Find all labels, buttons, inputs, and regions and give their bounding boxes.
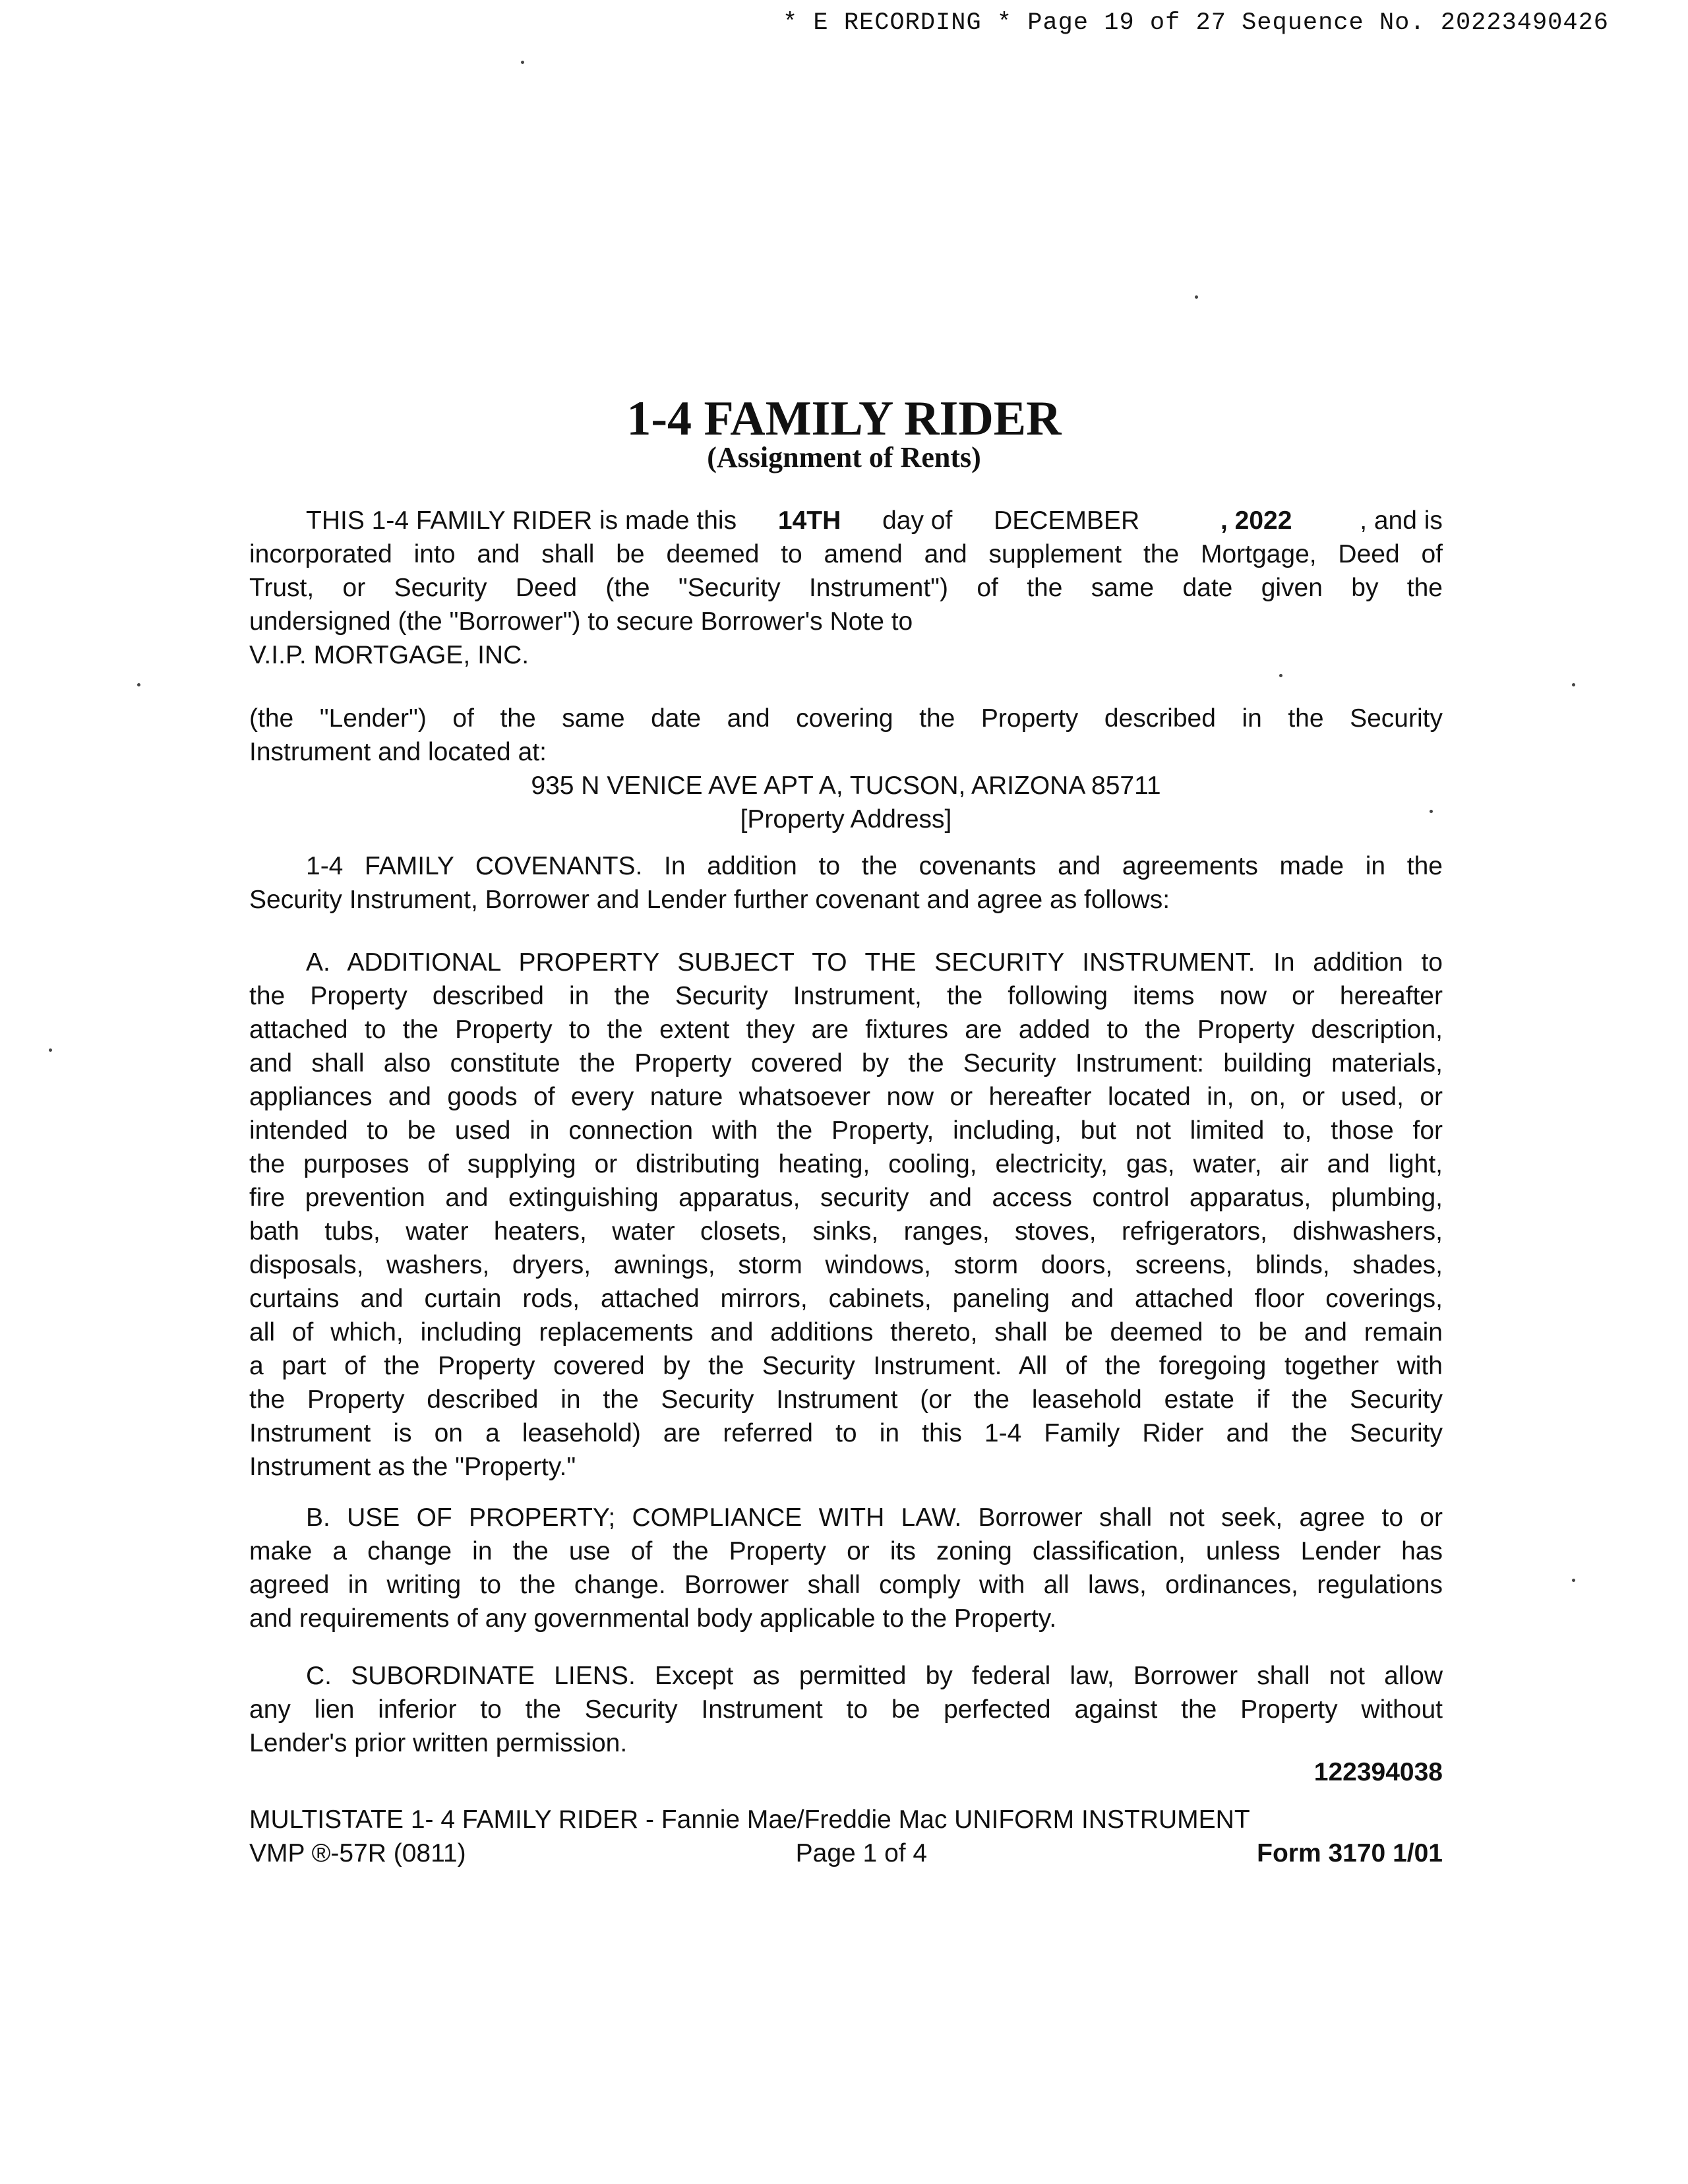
intro-line-1: [249, 504, 1443, 537]
intro-year: , 2022: [1220, 506, 1292, 535]
lender-line-1: (the "Lender") of the same date and covering the Property described in the Security: [249, 704, 1443, 733]
intro-day-of: day of: [882, 506, 953, 535]
section-a-line: the purposes of supplying or distributing heating, cooling, electricity, gas, water, air and light,: [249, 1150, 1443, 1178]
covenants-line-1: 1-4 FAMILY COVENANTS. In addition to the covenants and agreements made in the: [306, 852, 1443, 880]
scan-speck: [49, 1048, 52, 1052]
section-a-line: Instrument as the "Property.": [249, 1453, 576, 1481]
property-address-label: [Property Address]: [740, 805, 952, 834]
section-a-line: disposals, washers, dryers, awnings, storm windows, storm doors, screens, blinds, shades,: [249, 1251, 1443, 1279]
section-a-line: a part of the Property covered by the Security Instrument. All of the foregoing together with: [249, 1352, 1443, 1380]
section-a-line: bath tubs, water heaters, water closets, sinks, ranges, stoves, refrigerators, dishwashers,: [249, 1217, 1443, 1246]
covenants-line-2: Security Instrument, Borrower and Lender further covenant and agree as follows:: [249, 886, 1170, 914]
document-subtitle: (Assignment of Rents): [707, 441, 981, 473]
form-footer: [249, 1803, 1443, 1870]
section-a-line: all of which, including replacements and additions thereto, shall be deemed to be and remain: [249, 1318, 1443, 1347]
section-a: [249, 946, 1443, 1484]
section-a-line: intended to be used in connection with the Property, including, but not limited to, those for: [249, 1116, 1443, 1145]
section-b-line: agreed in writing to the change. Borrower shall comply with all laws, ordinances, regulations: [249, 1571, 1443, 1599]
loan-number: 122394038: [1313, 1758, 1443, 1786]
intro-and-is: , and is: [1360, 506, 1443, 535]
lender-name: V.I.P. MORTGAGE, INC.: [249, 641, 529, 669]
intro-line-3: Trust, or Security Deed (the "Security Instrument") of the same date given by the: [249, 574, 1443, 602]
recording-stamp: * E RECORDING * Page 19 of 27 Sequence No. 20223490426: [783, 9, 1609, 37]
property-address-block: [249, 769, 1443, 836]
section-c-line: Lender's prior written permission.: [249, 1729, 628, 1757]
footer-form: Form 3170 1/01: [1257, 1839, 1443, 1867]
section-b: [249, 1501, 1443, 1635]
intro-line-4: undersigned (the "Borrower") to secure Borrower's Note to: [249, 607, 913, 636]
scan-speck: [1572, 1579, 1575, 1582]
document-title: 1-4 FAMILY RIDER: [626, 392, 1062, 446]
section-b-line: B. USE OF PROPERTY; COMPLIANCE WITH LAW. Borrower shall not seek, agree to or: [306, 1503, 1443, 1532]
section-a-line: curtains and curtain rods, attached mirrors, cabinets, paneling and attached floor coverings,: [249, 1285, 1443, 1313]
footer-line-1: MULTISTATE 1- 4 FAMILY RIDER - Fannie Mae/Freddie Mac UNIFORM INSTRUMENT: [249, 1805, 1250, 1834]
scan-speck: [1195, 295, 1198, 299]
intro-month: DECEMBER: [994, 506, 1140, 535]
intro-lead: THIS 1-4 FAMILY RIDER is made this: [306, 506, 737, 535]
section-b-line: and requirements of any governmental body applicable to the Property.: [249, 1604, 1057, 1633]
section-a-line: attached to the Property to the extent they are fixtures are added to the Property description,: [249, 1016, 1443, 1044]
scan-speck: [1572, 683, 1575, 686]
section-c: [249, 1659, 1443, 1760]
section-a-line: and shall also constitute the Property covered by the Security Instrument: building materials,: [249, 1049, 1443, 1077]
section-a-line: fire prevention and extinguishing apparatus, security and access control apparatus, plumbing,: [249, 1184, 1443, 1212]
section-c-line: any lien inferior to the Security Instrument to be perfected against the Property without: [249, 1695, 1443, 1724]
section-a-line: the Property described in the Security Instrument, the following items now or hereafter: [249, 982, 1443, 1010]
section-a-line: A. ADDITIONAL PROPERTY SUBJECT TO THE SECURITY INSTRUMENT. In addition to: [306, 948, 1443, 977]
section-a-line: the Property described in the Security Instrument (or the leasehold estate if the Security: [249, 1385, 1443, 1414]
lender-paragraph: [249, 702, 1443, 769]
scan-speck: [521, 61, 524, 64]
section-a-line: appliances and goods of every nature whatsoever now or hereafter located in, on, or used, or: [249, 1083, 1443, 1111]
intro-paragraph: [249, 504, 1443, 672]
intro-line-2: incorporated into and shall be deemed to amend and supplement the Mortgage, Deed of: [249, 540, 1443, 568]
section-c-line: C. SUBORDINATE LIENS. Except as permitted by federal law, Borrower shall not allow: [306, 1662, 1443, 1690]
footer-page: Page 1 of 4: [795, 1839, 928, 1867]
section-a-line: Instrument is on a leasehold) are referred to in this 1-4 Family Rider and the Security: [249, 1419, 1443, 1447]
property-address: 935 N VENICE AVE APT A, TUCSON, ARIZONA 85711: [531, 772, 1161, 800]
covenants-intro: [249, 849, 1443, 917]
scan-speck: [1430, 810, 1433, 813]
footer-vmp: VMP ®-57R (0811): [249, 1839, 466, 1867]
scan-speck: [137, 683, 140, 686]
section-b-line: make a change in the use of the Property or its zoning classification, unless Lender has: [249, 1537, 1443, 1565]
footer-line-2: [249, 1836, 1443, 1870]
scan-speck: [1279, 674, 1282, 677]
lender-line-2: Instrument and located at:: [249, 738, 547, 766]
intro-day: 14TH: [777, 506, 841, 535]
